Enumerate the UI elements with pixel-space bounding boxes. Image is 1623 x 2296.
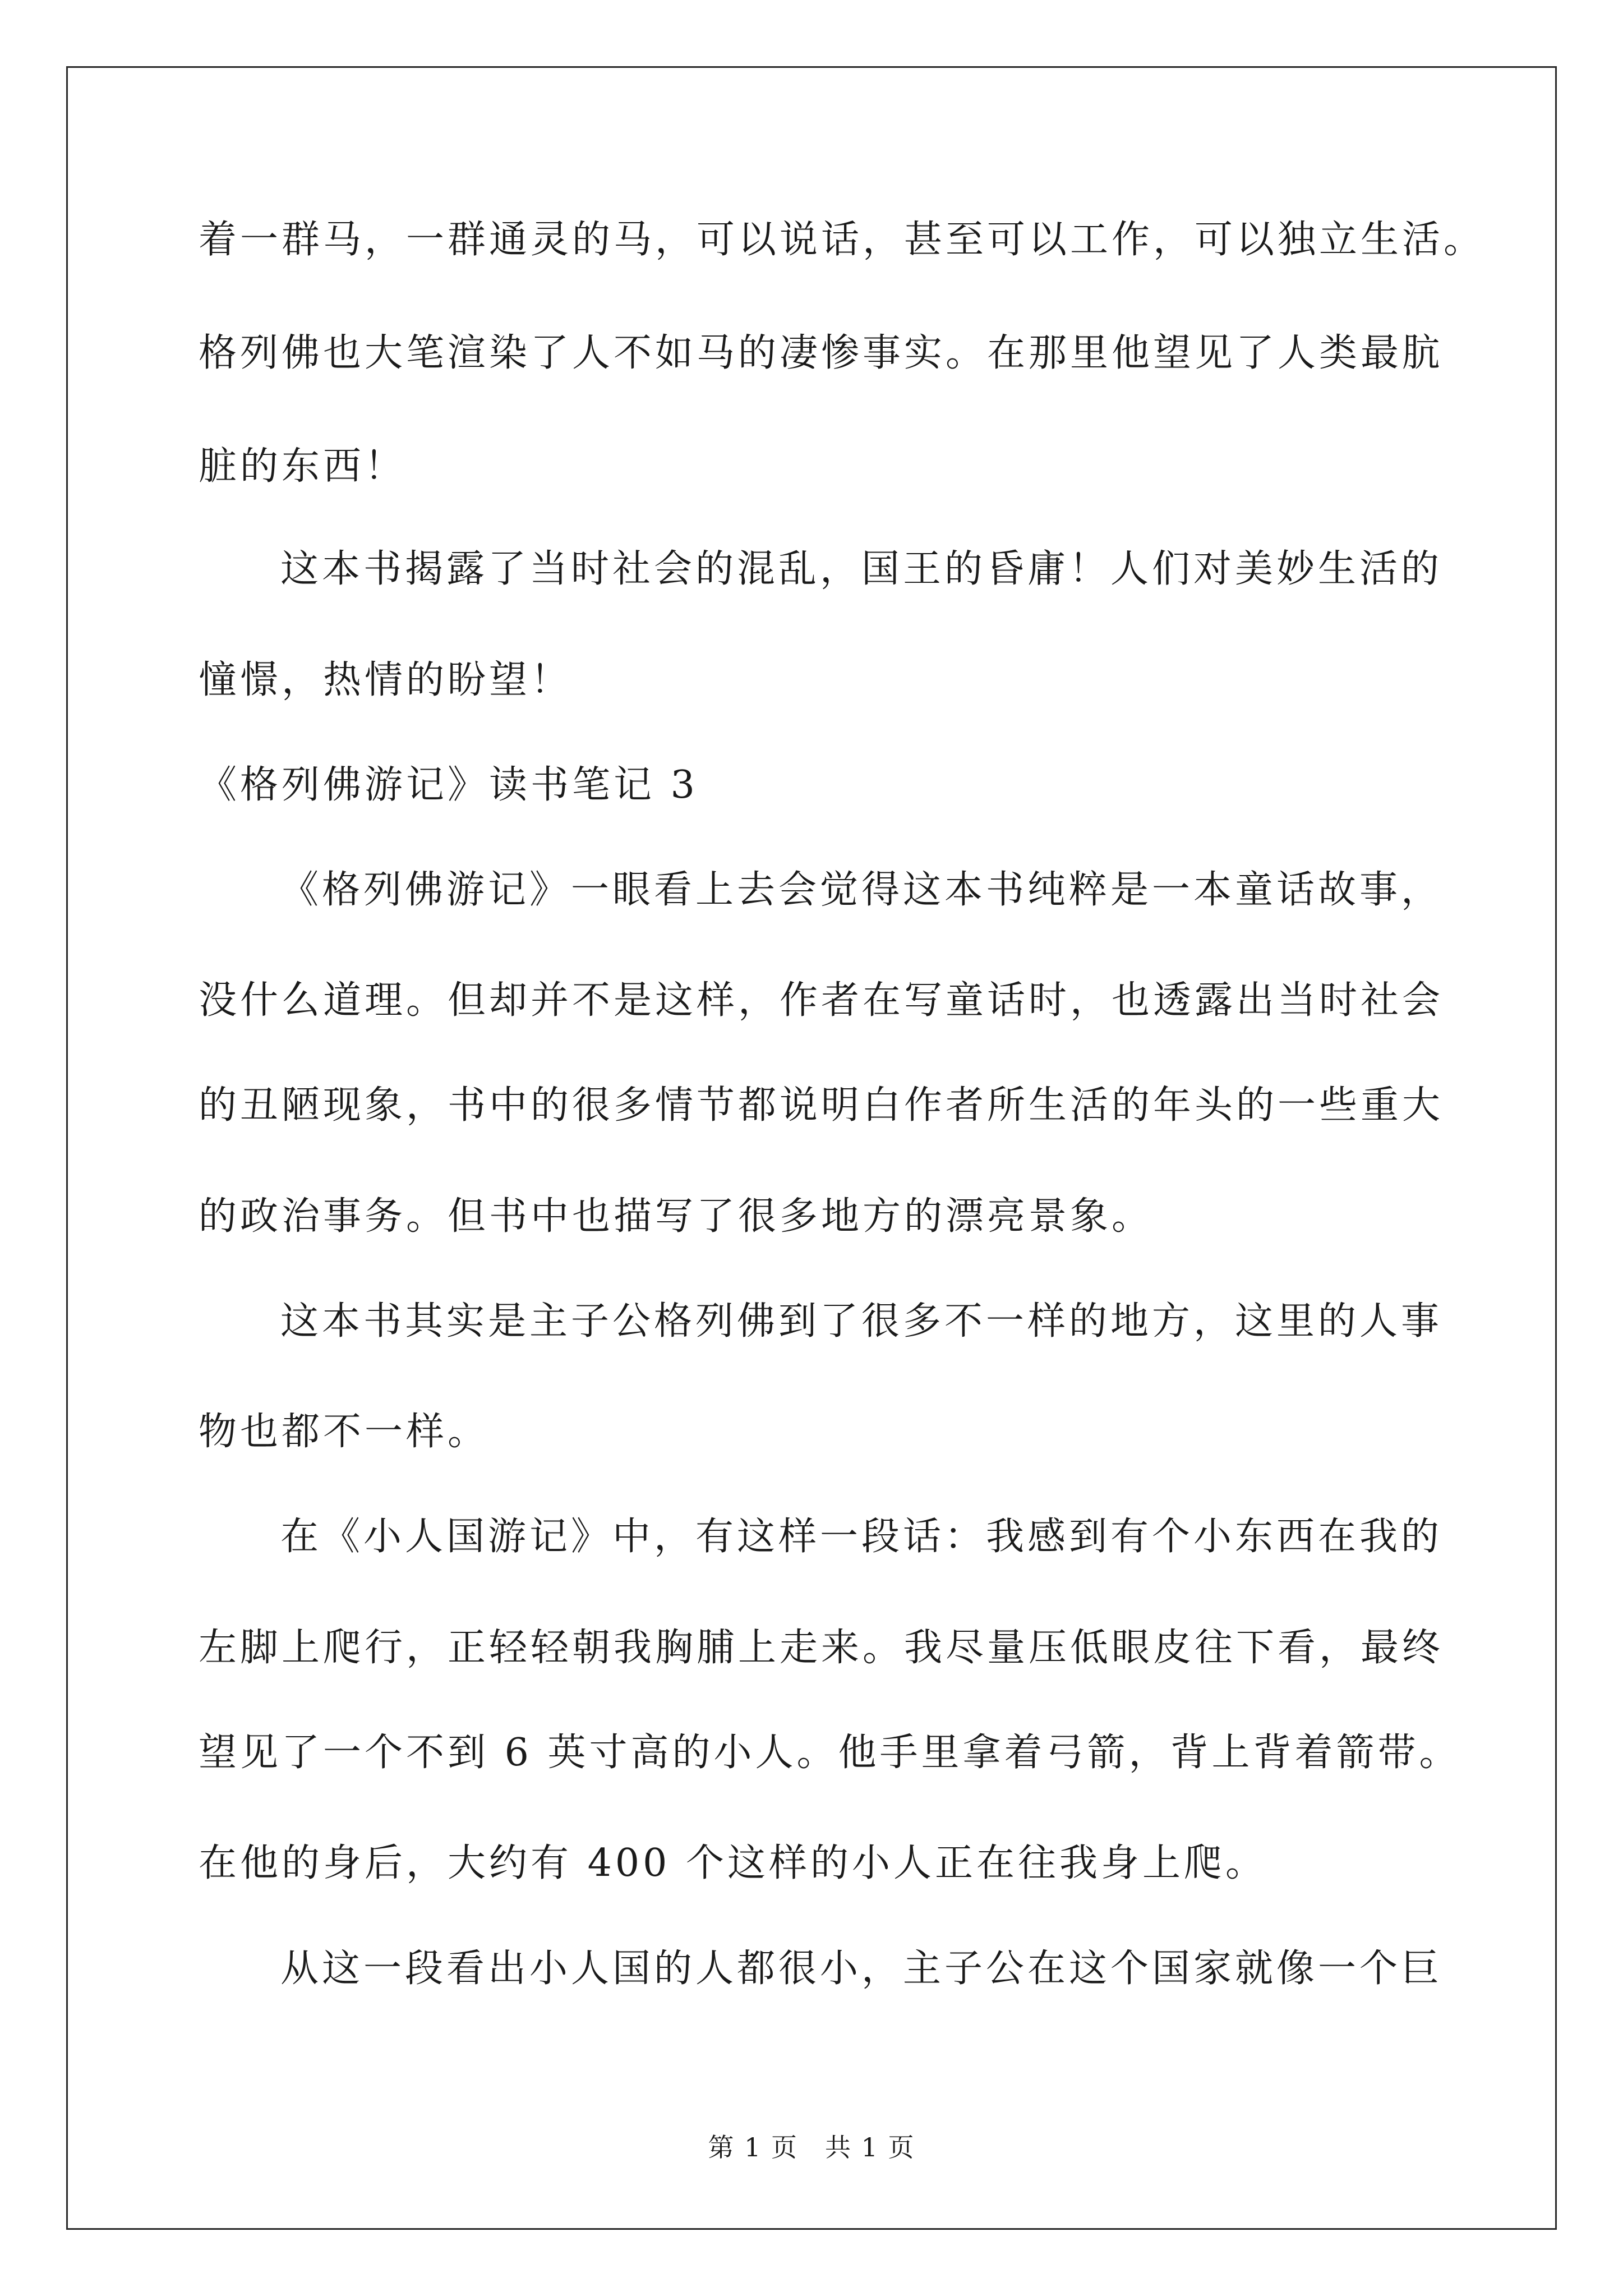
text-line: 这本书揭露了当时社会的混乱，国王的昏庸！人们对美妙生活的 — [280, 547, 1443, 591]
page-border — [66, 66, 1557, 2230]
text-line: 的丑陋现象，书中的很多情节都说明白作者所生活的年头的一些重大 — [199, 1083, 1444, 1128]
text-line: 的政治事务。但书中也描写了很多地方的漂亮景象。 — [199, 1194, 1154, 1239]
text-line: 格列佛也大笔渲染了人不如马的凄惨事实。在那里他望见了人类最肮 — [199, 331, 1444, 375]
text-line: 这本书其实是主子公格列佛到了很多不一样的地方，这里的人事 — [280, 1299, 1443, 1343]
text-line: 物也都不一样。 — [199, 1410, 490, 1454]
text-line: 《格列佛游记》一眼看上去会觉得这本书纯粹是一本童话故事， — [280, 868, 1443, 912]
text-line: 在《小人国游记》中，有这样一段话：我感到有个小东西在我的 — [280, 1515, 1443, 1559]
text-line: 在他的身后，大约有 400 个这样的小人正在往我身上爬。 — [199, 1841, 1267, 1885]
text-line: 脏的东西！ — [199, 444, 407, 489]
text-line: 望见了一个不到 6 英寸高的小人。他手里拿着弓箭，背上背着箭带。 — [199, 1731, 1461, 1775]
section-heading: 《格列佛游记》读书笔记 3 — [199, 763, 698, 807]
text-line: 左脚上爬行，正轻轻朝我胸脯上走来。我尽量压低眼皮往下看，最终 — [199, 1626, 1444, 1670]
text-line: 着一群马，一群通灵的马，可以说话，甚至可以工作，可以独立生活。 — [199, 218, 1486, 262]
page-number-footer: 第 1 页 共 1 页 — [708, 2132, 915, 2162]
text-line: 没什么道理。但却并不是这样，作者在写童话时，也透露出当时社会 — [199, 978, 1444, 1023]
text-line: 憧憬，热情的盼望！ — [199, 658, 573, 702]
text-line: 从这一段看出小人国的人都很小，主子公在这个国家就像一个巨 — [280, 1947, 1443, 1991]
